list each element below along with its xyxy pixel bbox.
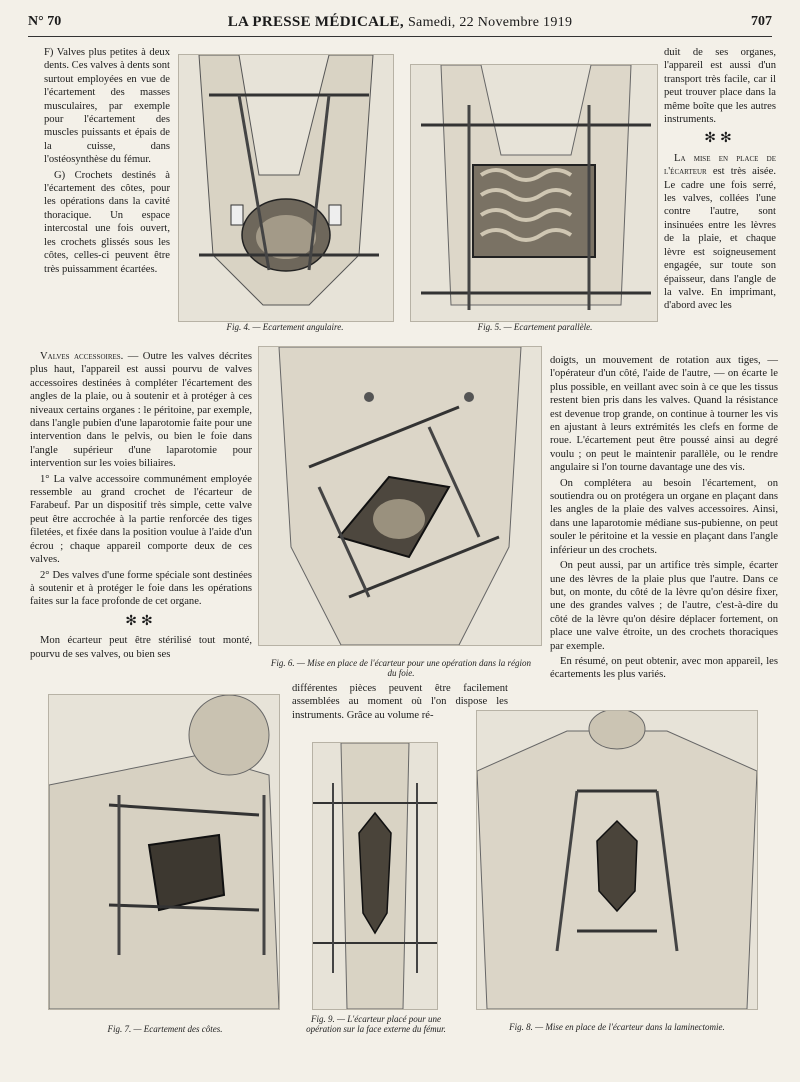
journal-title — [28, 14, 772, 31]
left-column-top — [44, 46, 170, 278]
section-separator-right: ✻✻ — [704, 131, 736, 147]
paragraph-valve-2: 2° Des valves d'une forme spéciale sont destinées à soutenir et à protéger le foie dans les opérations faites sur la face profonde de cet organe. — [30, 569, 252, 608]
right-column-top — [664, 46, 776, 315]
paragraph-artifice: On peut aussi, par un artifice très simple, écarter une des lèvres de la plaie plus que l'autre. Dans ce but, on monte, du côté de la lèvre qu'on désire fixer, une des grandes valves ; de l'autre, c'est-à-dire du côté de la lèvre qu'on désire déplacer fortement, on place une valve étroite, un des crochets thoraciques par exemple. — [550, 560, 778, 652]
paragraph-assembly: différentes pièces peuvent être facilement assemblées au moment où l'on dispose les instruments. Grâce au volume ré- — [292, 683, 508, 721]
figure-4-caption: Fig. 4. — Ecartement angulaire. — [226, 322, 344, 332]
paragraph-valve-1: 1° La valve accessoire communément employée ressemble au grand crochet de l'écarteur de Farabeuf. Par un dispositif très simple, cette valve peut être accrochée à la partie renforcée des tiges filetées, et fixée dans la position voulue à l'aide d'un écrou ; chaque appareil comporte deux de ces valves. — [30, 473, 252, 566]
paragraph-resume: En résumé, on peut obtenir, avec mon appareil, les écartements les plus variés. — [550, 655, 778, 681]
figure-9-caption: Fig. 9. — L'écarteur placé pour une opération sur la face externe du fémur. — [306, 1014, 446, 1034]
paragraph-mise-en-place: est très aisée. Le cadre une fois serré, les valves, collées l'une contre l'autre, sont insinuées entre les lèvres de la plaie, et chaque lèvre est soigneusement engagée, sur toute son épaisseur, dans l'angle de la valve. En imprimant, d'abord avec les — [664, 166, 776, 312]
section-lead-mise-en-place: La mise en place de l'écarteur — [664, 152, 776, 178]
figure-9-femur-operation — [312, 742, 438, 1010]
figure-7-caption: Fig. 7. — Ecartement des côtes. — [107, 1024, 223, 1034]
figure-4-angular-retraction — [178, 54, 394, 322]
issue-date: Samedi, 22 Novembre 1919 — [407, 15, 573, 30]
figure-6-caption: Fig. 6. — Mise en place de l'écarteur pour une opération dans la région du foie. — [270, 658, 532, 678]
figure-8-caption: Fig. 8. — Mise en place de l'écarteur dans la laminectomie. — [509, 1022, 725, 1032]
right-column-middle — [550, 354, 778, 684]
paragraph-sterilisation: Mon écarteur peut être stérilisé tout monté, pourvu de ses valves, ou bien ses — [30, 635, 252, 660]
paragraph-transport: duit de ses organes, l'appareil est aussi d'un transport très facile, car il peut trouver place dans la même boîte que les autres instruments. — [664, 47, 776, 126]
figure-6-liver-operation — [258, 346, 542, 646]
header-rule — [28, 36, 772, 37]
figure-8-laminectomy — [476, 710, 758, 1010]
issue-number: N° 70 — [28, 14, 62, 29]
paragraph-crochets-g: G) Crochets destinés à l'écartement des côtes, pour les opérations dans la cavité thoracique. Un espace intercostal une fois ouvert, les crochets glissés sous les côtes, celles-ci peuvent être très puissamment écartées. — [44, 169, 170, 275]
figure-7-rib-retraction — [48, 694, 280, 1010]
left-column-middle — [30, 350, 252, 663]
journal-name: LA PRESSE MÉDICALE, — [227, 14, 404, 30]
section-separator: ✻✻ — [125, 613, 157, 629]
page-header — [28, 14, 772, 36]
section-lead-valves-accessoires: Valves accessoires. — [40, 351, 124, 362]
paragraph-completer: On complétera au besoin l'écartement, on soutiendra ou on protégera un organe en plaçant dans les angles de la plaie des valves accessoires. Ainsi, dans une laparotomie médiane sus-pubienne, on peut souler le péritoine et la vessie en plaçant dans l'angle inférieur un des crochets. — [550, 477, 778, 556]
figure-5-parallel-retraction — [410, 64, 658, 322]
paragraph-rotation: doigts, un mouvement de rotation aux tiges, — l'opérateur d'un côté, l'aide de l'autre, — on écarte le plus possible, en veillant avec soin à ce que les tissus restent bien pris dans les valves. Quand la résistance est devenue trop grande, on continue à tourner les vis en ajustant à leurs extrémités les clefs en forme de roue. L'écartement peut être poussé ainsi au degré voulu ; on peut le maintenir parallèle, ou le rendre angulaire si l'on tourne davantage une des vis. — [550, 355, 778, 474]
figure-5-caption: Fig. 5. — Ecartement parallèle. — [477, 322, 593, 332]
page-number: 707 — [751, 14, 772, 29]
paragraph-valves-accessoires: — Outre les valves décrites plus haut, l'appareil est aussi pourvu de valves accessoires destinées à compléter l'écartement des angles de la plaie, ou à soutenir et à protéger à ces niveaux certains organes : le péritoine, par exemple, dans l'angle pubien d'une laparotomie faite pour une intervention dans le pelvis, ou bien le foie dans l'angle supérieur d'une laparotomie pour intervention sur les voies biliaires. — [30, 351, 252, 470]
paragraph-valves-f: F) Valves plus petites à deux dents. Ces valves à dents sont surtout employées en vue de l'écartement des masses musculaires, par exemple pour l'écartement des muscles puissants et épais de la cuisse, dans l'ostéosynthèse du fémur. — [44, 47, 170, 166]
